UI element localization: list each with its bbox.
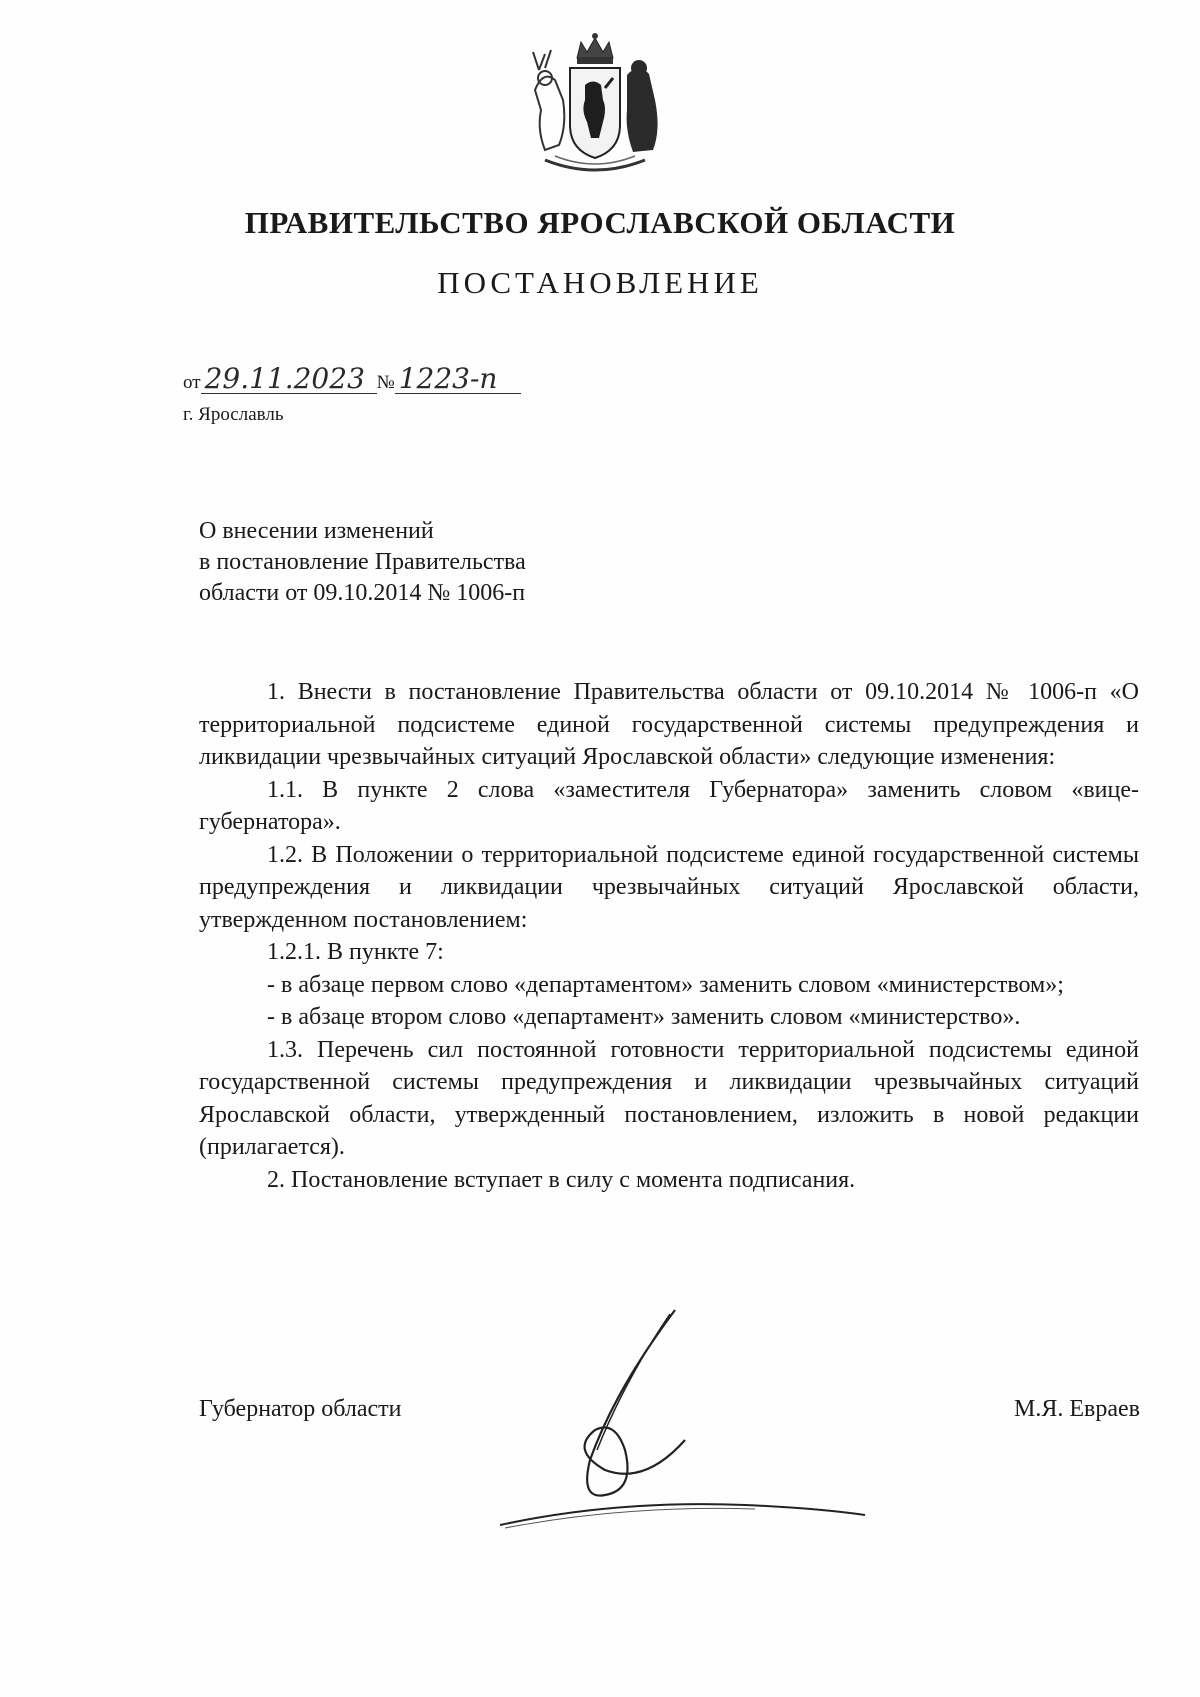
document-meta [183, 362, 521, 395]
handwritten-date: 29.11.2023 [201, 365, 377, 394]
date-prefix: от [183, 372, 201, 393]
subject-line: области от 09.10.2014 № 1006-п [199, 580, 526, 606]
body-paragraph: - в абзаце первом слово «департаментом» заменить словом «министерством»; [267, 971, 1064, 998]
handwritten-signature-icon [495, 1300, 915, 1535]
subject-line: О внесении изменений [199, 518, 434, 544]
coat-of-arms-icon [515, 30, 675, 180]
document-type: ПОСТАНОВЛЕНИЕ [437, 265, 763, 300]
body-paragraph: 1.2. В Положении о территориальной подсистеме единой государственной системы предупреждения и ликвидации чрезвычайных ситуаций Ярославской области, утвержденном постановлением: [199, 841, 1139, 933]
subject-block [199, 516, 526, 609]
body-paragraph: 1. Внести в постановление Правительства области от 09.10.2014 № 1006-п «О территориальной подсистеме единой государственной системы предупреждения и ликвидации чрезвычайных ситуаций Ярославской области» следующие изменения: [199, 679, 1139, 770]
signatory-name: М.Я. Евраев [1014, 1396, 1140, 1422]
body-paragraph: 1.3. Перечень сил постоянной готовности территориальной подсистемы единой государственной системы предупреждения и ликвидации чрезвычайных ситуаций Ярославской области, утвержденный постановлением, изложить в новой редакции (прилагается). [199, 1036, 1139, 1160]
organization-title: ПРАВИТЕЛЬСТВО ЯРОСЛАВСКОЙ ОБЛАСТИ [244, 205, 956, 240]
city: г. Ярославль [183, 404, 284, 425]
body-paragraph: - в абзаце втором слово «департамент» заменить словом «министерство». [267, 1004, 1021, 1030]
signatory-position: Губернатор области [199, 1396, 402, 1422]
subject-line: в постановление Правительства [199, 549, 526, 575]
body-paragraph: 2. Постановление вступает в силу с момента подписания. [267, 1166, 856, 1193]
number-prefix: № [376, 372, 395, 393]
body-paragraph: 1.2.1. В пункте 7: [267, 939, 444, 965]
body-paragraph: 1.1. В пункте 2 слова «заместителя Губернатора» заменить словом «вице-губернатора». [199, 776, 1139, 835]
handwritten-number: 1223-п [395, 365, 521, 394]
document-body [199, 676, 1139, 1196]
